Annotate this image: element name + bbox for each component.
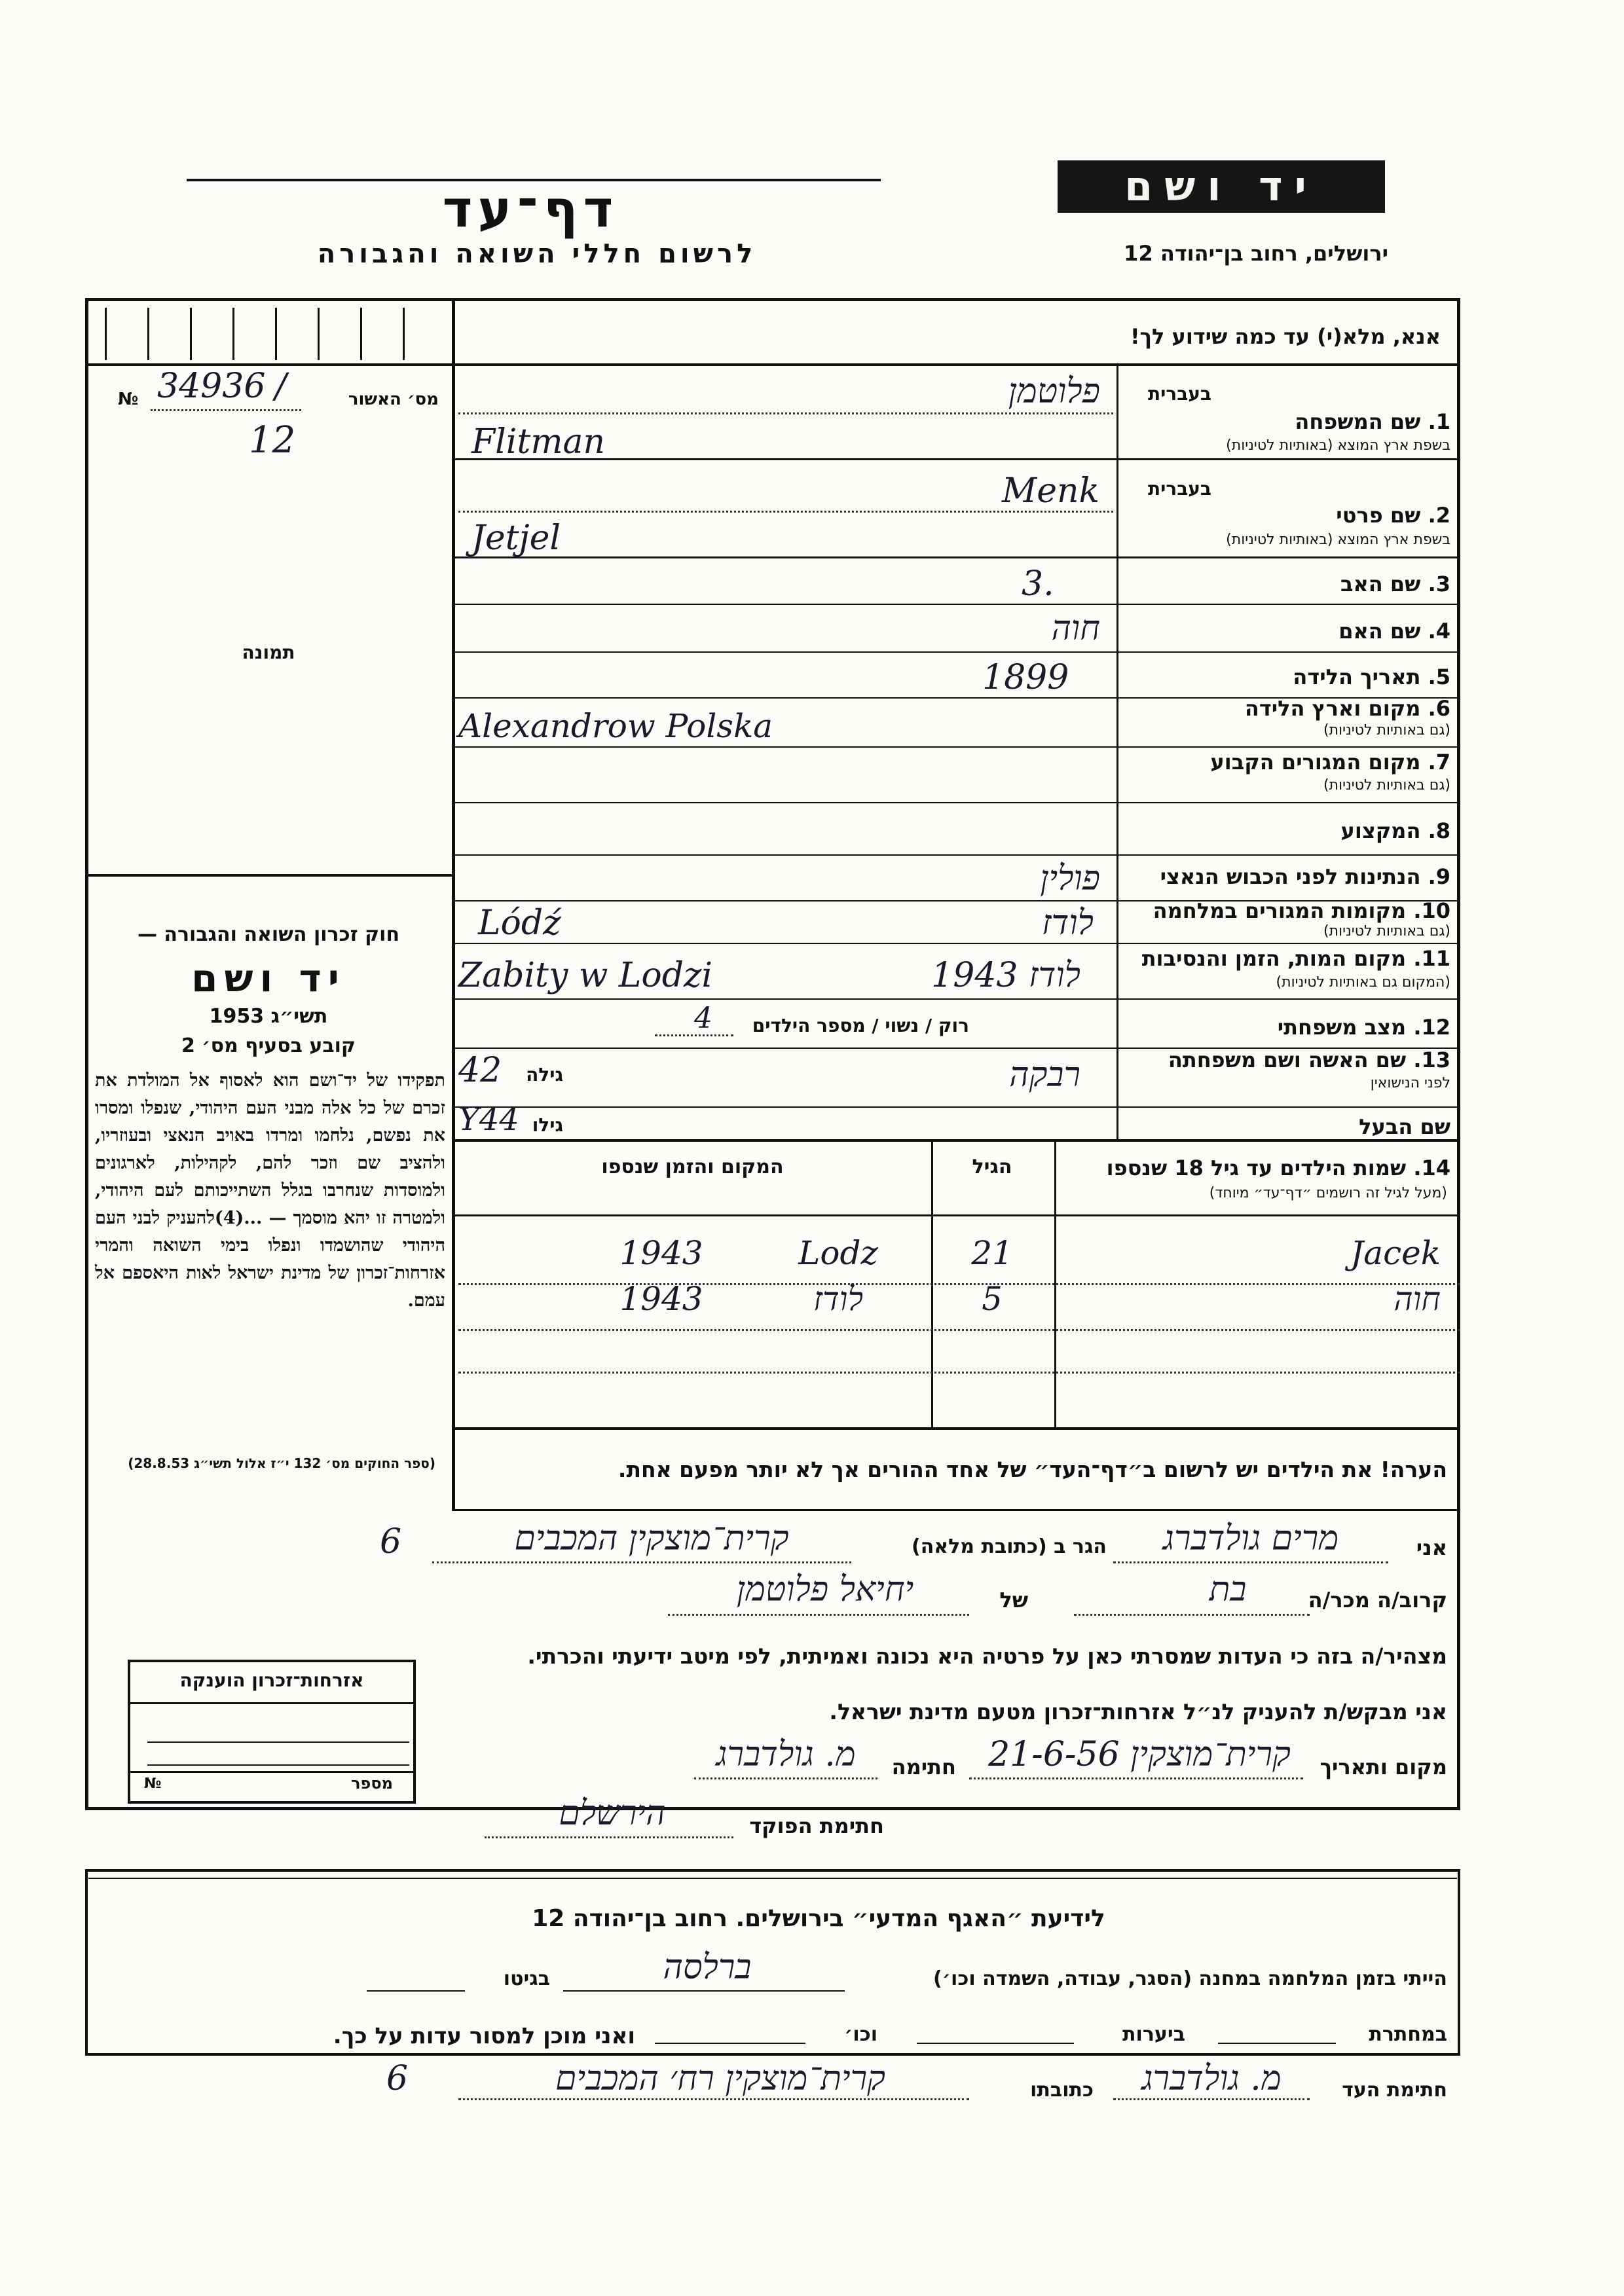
officer-signature: הירשלם (559, 1794, 666, 1833)
children-header-rule (455, 1214, 1460, 1216)
yad-vashem-logo (1058, 160, 1385, 213)
footer-camp-text: הייתי בזמן המלחמה במחנה (הסגר, עבודה, השמדה וכו׳) (933, 1967, 1447, 1990)
f4-value: חוה (1051, 609, 1100, 648)
place-date-value: קרית־מוצקין 21-6-56 (988, 1735, 1291, 1774)
form-subtitle: לרשום חללי השואה והגבורה (317, 239, 757, 269)
citizenship-line-1 (147, 1741, 409, 1743)
law-source: (ספר החוקים מס׳ 132 י״ז אלול תשי״ג 28.8.53) (128, 1455, 435, 1471)
f12-children-line (655, 1034, 733, 1036)
row-rule-3 (455, 604, 1460, 605)
citizenship-title: אזרחות־זכרון הוענקה (179, 1669, 364, 1691)
row-rule-13 (455, 1106, 1460, 1108)
f2-mid-line (458, 511, 1113, 513)
footer-camp-line (563, 1990, 845, 1992)
photo-box-bottom (85, 874, 452, 877)
header-address: ירושלים, רחוב בן־יהודה 12 (1124, 241, 1388, 266)
f8-label: 8. המקצוע (1340, 818, 1450, 843)
child-year: 1943 (619, 1234, 703, 1272)
reg-no-sign: № (118, 390, 139, 409)
decl-addr-line (432, 1561, 851, 1563)
f9-label: 9. הנתינות לפני הכבוש הנאצי (1160, 864, 1450, 889)
child-name: Jacek (1350, 1234, 1441, 1272)
row-rule-7 (455, 802, 1460, 803)
child-place: לודז (813, 1280, 863, 1318)
children-bottom-rule (455, 1427, 1460, 1430)
f2-in-hebrew: בעברית (1147, 478, 1211, 500)
law-title: חוק זכרון השואה והגבורה — (137, 923, 400, 946)
logo-text: יד ושם (1124, 162, 1318, 210)
f3-label: 3. שם האב (1340, 572, 1450, 596)
f3-value: 3. (1022, 564, 1054, 604)
footer-ghetto-label: בגיטו (503, 1967, 550, 1990)
children-sub: (מעל לגיל זה רושמים ״דף־עד״ מיוחד) (1209, 1185, 1447, 1201)
f13-value: רבקה (1009, 1055, 1080, 1095)
f1-label: 1. שם המשפחה (1295, 409, 1450, 434)
code-boxes (105, 308, 445, 360)
f7-label: 7. מקום המגורים הקבוע (1210, 750, 1450, 774)
f2-label: 2. שם פרטי (1336, 503, 1450, 528)
f4-label: 4. שם האם (1338, 619, 1450, 644)
sidebar-yad-vashem: יד ושם (191, 956, 346, 1000)
f10-value: Lódź (478, 903, 561, 943)
wife-age-value: 42 (458, 1051, 502, 1090)
footer-etc: וכו׳ (844, 2023, 877, 2046)
footer-address-num: 6 (386, 2059, 409, 2098)
citizenship-no-sign: № (144, 1776, 162, 1792)
footer-witness-sig: מ. גולדברג (1141, 2059, 1282, 2098)
children-row-line-3 (458, 1372, 1460, 1374)
row-rule-11 (455, 998, 1460, 1000)
f1-sub: בשפת ארץ המוצא (באותיות לטיניות) (1226, 437, 1450, 454)
f1-in-hebrew: בעברית (1147, 383, 1211, 405)
decl-statement: מצהיר/ה בזה כי העדות שמסרתי כאן על פרטיה היא נכונה ואמיתית, לפי מיטב ידיעתי והכרתי. (527, 1643, 1447, 1669)
footer-address-value: קרית־מוצקין רח׳ המכבים (555, 2059, 885, 2098)
f13-sub: לפני הנישואין (1370, 1075, 1450, 1091)
reg-no-slash: / (275, 367, 287, 406)
f2-hebrew-value: Menk (1002, 471, 1100, 511)
decl-relative-line (1074, 1614, 1310, 1616)
reg-no-line (151, 409, 301, 411)
reg-no-value: 34936 (157, 367, 266, 406)
footer-inner-rule (88, 1878, 1457, 1879)
form-title: דף־עד (442, 180, 619, 239)
f12-options: רוק / נשוי / מספר הילדים (752, 1015, 969, 1036)
footer-witness-label: חתימת העד (1342, 2079, 1447, 2102)
footer-underground: במחתרת (1369, 2023, 1447, 2046)
child-age: 5 (982, 1280, 1003, 1318)
law-text: תפקידו של יד־ושם הוא לאסוף אל המולדת את זכרם של כל אלה מבני העם היהודי, שנפלו ומסרו את נפשם, נלחמו ומרדו באויב הנאצי ובעוזריו, ולהציב שם וזכר להם, לקהילות, לארגונים ולמוסדות שנחרבו בגלל השתייכותם לעם היהודי, ולמטרה זו יהא מוסמך — ...(4)להעניק לבני העם היהודי שהושמדו ונפלו בימי השואה והמרי אזרחות־זכרון של מדינת ישראל לאות היאספם אל עמם. (95, 1070, 446, 1311)
signature-value: מ. גולדברג (716, 1735, 856, 1774)
decl-relative-label: קרוב/ה מכר/ה (1308, 1588, 1447, 1613)
row-rule-6 (455, 746, 1460, 748)
f13-label: 13. שם האשה ושם משפחתה (1168, 1048, 1450, 1072)
law-year: 1953 (209, 1005, 265, 1028)
f9-value: פולין (1040, 859, 1100, 898)
f6-sub: (גם באותיות לטיניות) (1323, 722, 1450, 738)
decl-i-label: אני (1416, 1535, 1447, 1560)
f10-label: 10. מקומות המגורים במלחמה (1153, 898, 1450, 923)
f10-hebrew-value: לודז (1042, 903, 1094, 943)
citizenship-number-rule (128, 1771, 416, 1773)
place-date-line (969, 1777, 1303, 1779)
f11-sub: (המקום גם באותיות לטיניות) (1276, 974, 1450, 991)
decl-relative-value: בת (1209, 1570, 1247, 1609)
footer-forests: ביערות (1122, 2023, 1185, 2046)
footer-address-label: כתובתו (1030, 2079, 1094, 2102)
signature-label: חתימה (891, 1755, 956, 1779)
children-place-header: המקום והזמן שנספו (601, 1156, 784, 1178)
footer-address-line (458, 2098, 969, 2100)
footer-witness-line (1113, 2098, 1310, 2100)
place-date-label: מקום ותאריך (1320, 1755, 1447, 1779)
footer-ghetto-line (367, 1990, 465, 1992)
row-rule-4 (455, 651, 1460, 653)
decl-addr-num: 6 (380, 1522, 402, 1561)
husband-age-label: גילו (532, 1114, 563, 1136)
row-rule-8 (455, 854, 1460, 856)
footer-underground-line (1218, 2043, 1336, 2044)
husband-age-value: Y44 (458, 1101, 519, 1138)
husband-label: שם הבעל (1359, 1114, 1450, 1139)
f11-hebrew-value: לודז 1943 (931, 956, 1080, 995)
note-rule (455, 1509, 1460, 1511)
f6-value: Alexandrow Polska (458, 707, 773, 745)
f12-label: 12. מצב משפחתי (1277, 1015, 1450, 1040)
decl-of-name: יחיאל פלוטמן (736, 1570, 914, 1609)
child-age: 21 (971, 1234, 1013, 1272)
intro-text: אנא, מלא(י) עד כמה שידוע לך! (1130, 324, 1441, 349)
decl-addr: קרית־מוצקין המכבים (514, 1519, 789, 1558)
officer-line (485, 1836, 733, 1838)
citizenship-line-2 (147, 1764, 409, 1766)
law-clause: קובע בסעיף מס׳ 2 (181, 1034, 356, 1057)
footer-etc-line (655, 2043, 805, 2044)
child-year: 1943 (619, 1280, 703, 1318)
f1-mid-line (458, 412, 1113, 414)
law-year-heb: תשי״ג (270, 1005, 328, 1028)
footer-testimony: ואני מוכן למסור עדות על כך. (333, 2023, 635, 2049)
photo-label: תמונה (242, 642, 295, 663)
f6-label: 6. מקום וארץ הלידה (1244, 696, 1450, 721)
child-name: חוה (1393, 1280, 1441, 1318)
children-label: 14. שמות הילדים עד גיל 18 שנספו (1106, 1156, 1450, 1180)
label-column-divider (1116, 363, 1118, 1139)
law-year-line (92, 1005, 445, 1028)
decl-of-label: של (999, 1588, 1028, 1613)
f1-latin-value: Flitman (471, 422, 606, 462)
decl-addr-label: הגר ב (כתובת מלאה) (911, 1535, 1107, 1558)
decl-name-line (1113, 1561, 1388, 1563)
reg-no-suffix: 12 (249, 419, 296, 462)
wife-age-label: גילה (526, 1064, 563, 1085)
f11-value: Zabity w Lodzi (458, 956, 713, 995)
f10-sub: (גם באותיות לטיניות) (1323, 923, 1450, 939)
decl-request: אני מבקש/ת להעניק לנ״ל אזרחות־זכרון מטעם מדינת ישראל. (829, 1699, 1447, 1724)
reg-no-label: מס׳ האשור (348, 390, 439, 409)
f7-sub: (גם באותיות לטיניות) (1323, 777, 1450, 793)
row-rule-1 (455, 458, 1460, 460)
footer-camp-value: ברלסה (663, 1948, 752, 1987)
intro-rule (85, 363, 1460, 366)
f5-value: 1899 (982, 658, 1069, 697)
f2-latin-value: Jetjel (471, 519, 561, 558)
footer-forests-line (917, 2043, 1074, 2044)
children-row-line-2 (458, 1329, 1460, 1331)
signature-line (694, 1777, 877, 1779)
f12-children: 4 (694, 1002, 712, 1035)
f1-hebrew-value: פלוטמן (1008, 372, 1100, 411)
row-rule-14 (455, 1139, 1460, 1142)
officer-label: חתימת הפוקד (749, 1813, 884, 1838)
decl-of-line (668, 1614, 969, 1616)
children-age-header: הגיל (972, 1156, 1012, 1178)
citizenship-title-rule (128, 1702, 416, 1704)
row-rule-2 (455, 556, 1460, 558)
citizenship-number-label: מספר (351, 1774, 393, 1793)
left-column-divider (452, 300, 455, 1511)
row-rule-10 (455, 943, 1460, 944)
child-place: Lodz (798, 1234, 878, 1272)
f2-sub: בשפת ארץ המוצא (באותיות לטיניות) (1226, 532, 1450, 548)
f5-label: 5. תאריך הלידה (1293, 665, 1450, 689)
f11-label: 11. מקום המות, הזמן והנסיבות (1141, 946, 1450, 971)
decl-name: מרים גולדברג (1162, 1519, 1339, 1558)
footer-title: לידיעת ״האגף המדעי״ בירושלים. רחוב בן־יהודה 12 (532, 1905, 1105, 1932)
note: הערה! את הילדים יש לרשום ב״דף־העד״ של אחד ההורים אך לא יותר מפעם אחת. (618, 1457, 1447, 1482)
